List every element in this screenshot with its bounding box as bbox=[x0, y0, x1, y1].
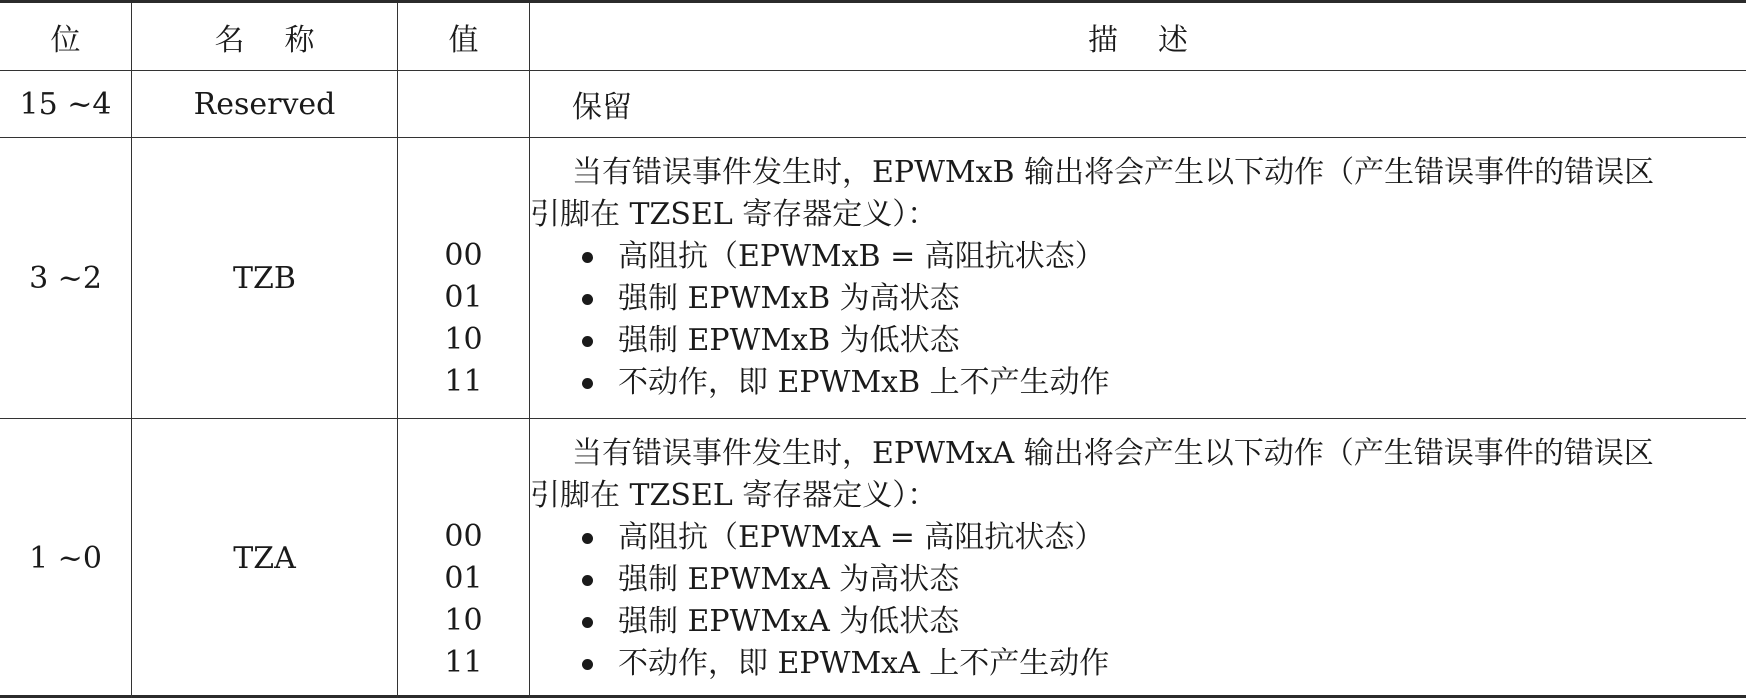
bullet-icon bbox=[582, 659, 593, 670]
field-value-empty bbox=[398, 71, 530, 137]
bit-range: 1 ~0 bbox=[0, 419, 132, 698]
bit-range: 3 ~2 bbox=[0, 138, 132, 418]
value-code: 01 bbox=[444, 280, 483, 315]
description-line: 当有错误事件发生时，EPWMxA 输出将会产生以下动作（产生错误事件的错误区 bbox=[572, 436, 1654, 471]
bullet-item bbox=[530, 517, 1742, 559]
value-code: 10 bbox=[444, 603, 483, 638]
value-code: 10 bbox=[444, 322, 483, 357]
header-value: 值 bbox=[398, 3, 530, 70]
bullet-text: 强制 EPWMxB 为低状态 bbox=[618, 323, 960, 358]
bullet-text: 不动作，即 EPWMxA 上不产生动作 bbox=[618, 646, 1110, 681]
value-code: 00 bbox=[444, 238, 483, 273]
field-values bbox=[398, 138, 530, 418]
value-code: 00 bbox=[444, 519, 483, 554]
bullet-icon bbox=[582, 336, 593, 347]
bullet-text: 不动作，即 EPWMxB 上不产生动作 bbox=[618, 365, 1110, 400]
bullet-text: 强制 EPWMxA 为高状态 bbox=[618, 562, 960, 597]
description-text: 保留 bbox=[572, 90, 632, 125]
bullet-icon bbox=[582, 533, 593, 544]
field-description bbox=[530, 419, 1746, 698]
header-bit: 位 bbox=[0, 3, 132, 70]
bullet-text: 强制 EPWMxA 为低状态 bbox=[618, 604, 960, 639]
value-code: 11 bbox=[444, 364, 483, 399]
table-row bbox=[0, 138, 1746, 419]
bullet-icon bbox=[582, 378, 593, 389]
description-line: 引脚在 TZSEL 寄存器定义）： bbox=[530, 197, 938, 232]
bullet-item bbox=[530, 278, 1742, 320]
bullet-text: 强制 EPWMxB 为高状态 bbox=[618, 281, 960, 316]
field-name: TZB bbox=[132, 138, 398, 418]
header-description: 描述 bbox=[1088, 22, 1228, 58]
field-values bbox=[398, 419, 530, 698]
table-header-row bbox=[0, 3, 1746, 71]
field-description bbox=[530, 71, 1746, 137]
header-name: 名称 bbox=[132, 3, 398, 70]
value-code: 11 bbox=[444, 645, 483, 680]
table-row bbox=[0, 419, 1746, 698]
bullet-item bbox=[530, 320, 1742, 362]
field-description bbox=[530, 138, 1746, 418]
bullet-text: 高阻抗（EPWMxB = 高阻抗状态） bbox=[618, 239, 1105, 274]
bullet-item bbox=[530, 362, 1742, 404]
field-name: TZA bbox=[132, 419, 398, 698]
bullet-text: 高阻抗（EPWMxA = 高阻抗状态） bbox=[618, 520, 1105, 555]
value-code: 01 bbox=[444, 561, 483, 596]
bullet-icon bbox=[582, 575, 593, 586]
field-name: Reserved bbox=[132, 71, 398, 137]
bullet-item bbox=[530, 559, 1742, 601]
description-line: 引脚在 TZSEL 寄存器定义）： bbox=[530, 478, 938, 513]
description-line: 当有错误事件发生时，EPWMxB 输出将会产生以下动作（产生错误事件的错误区 bbox=[572, 155, 1655, 190]
bit-range: 15 ~4 bbox=[0, 71, 132, 137]
bullet-icon bbox=[582, 252, 593, 263]
bullet-item bbox=[530, 601, 1742, 643]
table-row bbox=[0, 71, 1746, 138]
bullet-icon bbox=[582, 617, 593, 628]
bullet-item bbox=[530, 643, 1742, 685]
bullet-item bbox=[530, 236, 1742, 278]
bullet-icon bbox=[582, 294, 593, 305]
